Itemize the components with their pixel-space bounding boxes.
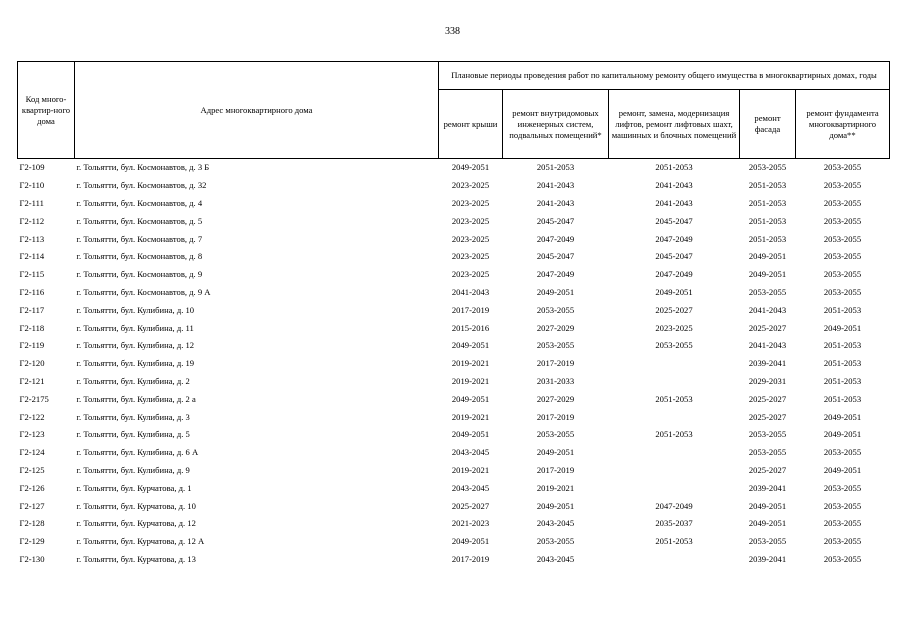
cell-lifts: 2025-2027	[655, 304, 693, 315]
cell-systems: 2043-2045	[536, 553, 575, 564]
cell-roof: 2023-2025	[451, 180, 490, 191]
cell-address: г. Тольятти, бул. Кулибина, д. 12	[76, 340, 195, 351]
table-row	[18, 551, 890, 569]
cell-code: Г2-122	[19, 411, 45, 422]
cell-code: Г2-124	[19, 447, 45, 458]
cell-lifts: 2049-2051	[655, 286, 693, 297]
page-number: 338	[445, 26, 460, 37]
cell-roof: 2041-2043	[451, 286, 490, 297]
cell-code: Г2-117	[19, 304, 45, 315]
cell-lifts: 2023-2025	[655, 322, 693, 333]
cell-foundation: 2053-2055	[823, 518, 862, 529]
cell-facade: 2029-2031	[748, 375, 787, 386]
cell-foundation: 2053-2055	[823, 233, 862, 244]
table-row	[18, 515, 890, 533]
cell-lifts: 2051-2053	[609, 159, 740, 177]
cell-facade: 2039-2041	[748, 482, 787, 493]
cell-code: Г2-113	[19, 233, 45, 244]
cell-code: Г2-111	[19, 197, 44, 208]
cell-facade: 2049-2051	[748, 518, 787, 529]
cell-facade: 2053-2055	[740, 159, 796, 177]
cell-facade: 2025-2027	[748, 322, 787, 333]
cell-code: Г2-127	[19, 500, 45, 511]
cell-roof: 2023-2025	[451, 197, 490, 208]
cell-systems: 2049-2051	[536, 447, 575, 458]
cell-foundation: 2049-2051	[823, 322, 862, 333]
cell-roof: 2043-2045	[451, 447, 490, 458]
cell-facade: 2053-2055	[748, 447, 787, 458]
cell-lifts	[609, 444, 740, 462]
cell-systems: 2041-2043	[536, 197, 575, 208]
cell-facade: 2039-2041	[748, 553, 787, 564]
cell-facade: 2025-2027	[748, 411, 787, 422]
cell-lifts	[609, 373, 740, 391]
cell-lifts: 2035-2037	[655, 518, 693, 529]
table-row	[18, 266, 890, 284]
header-lifts: ремонт, замена, модернизация лифтов, ремонт лифтовых шахт, машинных и блочных помещений	[609, 90, 740, 159]
cell-facade: 2049-2051	[748, 251, 787, 262]
cell-address: г. Тольятти, бул. Курчатова, д. 10	[76, 500, 196, 511]
cell-address: г. Тольятти, бул. Курчатова, д. 12 А	[76, 536, 205, 547]
cell-foundation: 2053-2055	[823, 500, 862, 511]
cell-roof: 2017-2019	[451, 553, 490, 564]
cell-foundation: 2051-2053	[823, 304, 862, 315]
table-row	[18, 373, 890, 391]
cell-foundation: 2053-2055	[823, 180, 862, 191]
cell-systems: 2017-2019	[536, 464, 575, 475]
cell-foundation: 2053-2055	[823, 251, 862, 262]
cell-address: г. Тольятти, бул. Космонавтов, д. 9	[76, 269, 203, 280]
cell-address: г. Тольятти, бул. Кулибина, д. 6 А	[76, 447, 199, 458]
table-body	[18, 159, 890, 569]
cell-address: г. Тольятти, бул. Космонавтов, д. 9 А	[76, 286, 211, 297]
cell-address: г. Тольятти, бул. Кулибина, д. 19	[76, 358, 195, 369]
table-row	[18, 337, 890, 355]
cell-facade: 2041-2043	[748, 340, 787, 351]
cell-foundation: 2051-2053	[823, 358, 862, 369]
table-row	[18, 212, 890, 230]
cell-facade: 2051-2053	[748, 197, 787, 208]
cell-lifts: 2041-2043	[655, 180, 693, 191]
cell-systems: 2051-2053	[503, 159, 609, 177]
cell-systems: 2047-2049	[536, 269, 575, 280]
cell-facade: 2025-2027	[748, 464, 787, 475]
table-row	[18, 301, 890, 319]
table-row	[18, 462, 890, 480]
cell-lifts: 2051-2053	[655, 429, 693, 440]
cell-lifts	[609, 408, 740, 426]
cell-foundation: 2049-2051	[823, 464, 862, 475]
cell-systems: 2019-2021	[536, 482, 575, 493]
header-code: Код много-квартир-ного дома	[18, 62, 75, 159]
cell-lifts: 2047-2049	[655, 269, 693, 280]
cell-code: Г2-109	[18, 159, 75, 177]
cell-systems: 2045-2047	[536, 215, 575, 226]
header-foundation: ремонт фундамента многоквартирного дома**	[796, 90, 890, 159]
cell-systems: 2053-2055	[536, 536, 575, 547]
table-row	[18, 284, 890, 302]
cell-code: Г2-126	[19, 482, 45, 493]
table-row	[18, 177, 890, 195]
cell-facade: 2049-2051	[748, 500, 787, 511]
cell-foundation: 2053-2055	[823, 482, 862, 493]
cell-lifts: 2041-2043	[655, 197, 693, 208]
cell-code: Г2-116	[19, 286, 45, 297]
table-row	[18, 497, 890, 515]
cell-code: Г2-121	[19, 375, 45, 386]
header-periods-group: Плановые периоды проведения работ по капитальному ремонту общего имущества в многоквартирных домах, годы	[439, 62, 890, 90]
table-row	[18, 408, 890, 426]
cell-facade: 2039-2041	[748, 358, 787, 369]
cell-lifts	[609, 462, 740, 480]
table-row	[18, 355, 890, 373]
cell-roof: 2017-2019	[451, 304, 490, 315]
cell-code: Г2-128	[19, 518, 45, 529]
cell-facade: 2049-2051	[748, 269, 787, 280]
cell-roof: 2025-2027	[451, 500, 490, 511]
cell-code: Г2-114	[19, 251, 45, 262]
cell-address: г. Тольятти, бул. Космонавтов, д. 32	[76, 180, 207, 191]
cell-systems: 2017-2019	[536, 411, 575, 422]
cell-code: Г2-129	[19, 536, 45, 547]
cell-facade: 2025-2027	[748, 393, 787, 404]
cell-lifts	[609, 355, 740, 373]
cell-foundation: 2051-2053	[823, 393, 862, 404]
cell-systems: 2053-2055	[536, 429, 575, 440]
cell-roof: 2049-2051	[451, 393, 490, 404]
cell-facade: 2051-2053	[748, 215, 787, 226]
cell-lifts: 2051-2053	[655, 536, 693, 547]
cell-address: г. Тольятти, бул. Кулибина, д. 2	[76, 375, 190, 386]
cell-systems: 2017-2019	[536, 358, 575, 369]
cell-systems: 2027-2029	[536, 393, 575, 404]
cell-foundation: 2053-2055	[823, 286, 862, 297]
cell-code: Г2-2175	[19, 393, 49, 404]
cell-lifts	[609, 551, 740, 569]
cell-roof: 2049-2051	[451, 536, 490, 547]
table-row	[18, 533, 890, 551]
cell-facade: 2051-2053	[748, 233, 787, 244]
cell-roof: 2019-2021	[451, 375, 490, 386]
cell-lifts: 2045-2047	[655, 251, 693, 262]
cell-address: г. Тольятти, бул. Курчатова, д. 1	[76, 482, 192, 493]
cell-address: г. Тольятти, бул. Кулибина, д. 9	[76, 464, 190, 475]
cell-roof: 2021-2023	[451, 518, 490, 529]
cell-lifts: 2053-2055	[655, 340, 693, 351]
cell-foundation: 2053-2055	[823, 269, 862, 280]
cell-lifts	[609, 479, 740, 497]
cell-foundation: 2053-2055	[823, 447, 862, 458]
cell-roof: 2049-2051	[451, 340, 490, 351]
cell-facade: 2053-2055	[748, 429, 787, 440]
cell-address: г. Тольятти, бул. Кулибина, д. 10	[76, 304, 195, 315]
cell-roof: 2023-2025	[451, 215, 490, 226]
cell-foundation: 2053-2055	[823, 215, 862, 226]
header-facade: ремонт фасада	[740, 90, 796, 159]
header-address: Адрес многоквартирного дома	[75, 62, 439, 159]
cell-code: Г2-120	[19, 358, 45, 369]
cell-code: Г2-115	[19, 269, 45, 280]
cell-foundation: 2051-2053	[823, 340, 862, 351]
cell-roof: 2019-2021	[451, 411, 490, 422]
header-roof: ремонт крыши	[439, 90, 503, 159]
cell-systems: 2047-2049	[536, 233, 575, 244]
cell-roof: 2023-2025	[451, 233, 490, 244]
cell-address: г. Тольятти, бул. Кулибина, д. 11	[76, 322, 194, 333]
cell-roof: 2049-2051	[451, 429, 490, 440]
cell-systems: 2049-2051	[536, 500, 575, 511]
capital-repair-table	[17, 61, 890, 568]
cell-facade: 2053-2055	[748, 536, 787, 547]
cell-address: г. Тольятти, бул. Кулибина, д. 3	[76, 411, 190, 422]
cell-systems: 2031-2033	[536, 375, 575, 386]
table-row	[18, 230, 890, 248]
cell-address: г. Тольятти, бул. Космонавтов, д. 8	[76, 251, 203, 262]
cell-address: г. Тольятти, бул. Курчатова, д. 13	[76, 553, 196, 564]
cell-code: Г2-118	[19, 322, 45, 333]
cell-roof: 2043-2045	[451, 482, 490, 493]
cell-roof: 2023-2025	[451, 269, 490, 280]
cell-foundation: 2053-2055	[823, 536, 862, 547]
cell-address: г. Тольятти, бул. Космонавтов, д. 4	[76, 197, 203, 208]
cell-code: Г2-130	[19, 553, 45, 564]
cell-foundation: 2049-2051	[823, 411, 862, 422]
cell-systems: 2041-2043	[536, 180, 575, 191]
table-row	[18, 248, 890, 266]
table-row	[18, 479, 890, 497]
cell-roof: 2049-2051	[439, 159, 503, 177]
cell-code: Г2-119	[19, 340, 45, 351]
table-row	[18, 159, 890, 177]
table-row	[18, 319, 890, 337]
cell-address: г. Тольятти, бул. Космонавтов, д. 3 Б	[75, 159, 439, 177]
cell-foundation: 2051-2053	[823, 375, 862, 386]
table-row	[18, 444, 890, 462]
cell-foundation: 2049-2051	[823, 429, 862, 440]
table-row	[18, 390, 890, 408]
cell-systems: 2053-2055	[536, 304, 575, 315]
table-row	[18, 195, 890, 213]
cell-address: г. Тольятти, бул. Кулибина, д. 2 а	[76, 393, 196, 404]
cell-lifts: 2047-2049	[655, 500, 693, 511]
cell-code: Г2-112	[19, 215, 45, 226]
cell-systems: 2043-2045	[536, 518, 575, 529]
cell-foundation: 2053-2055	[823, 197, 862, 208]
header-systems: ремонт внутридомовых инженерных систем, подвальных помещений*	[503, 90, 609, 159]
cell-foundation: 2053-2055	[796, 159, 890, 177]
cell-roof: 2019-2021	[451, 358, 490, 369]
cell-code: Г2-110	[19, 180, 45, 191]
cell-systems: 2045-2047	[536, 251, 575, 262]
cell-lifts: 2051-2053	[655, 393, 693, 404]
cell-address: г. Тольятти, бул. Космонавтов, д. 5	[76, 215, 203, 226]
cell-systems: 2027-2029	[536, 322, 575, 333]
cell-lifts: 2045-2047	[655, 215, 693, 226]
cell-systems: 2053-2055	[536, 340, 575, 351]
cell-facade: 2041-2043	[748, 304, 787, 315]
cell-facade: 2051-2053	[748, 180, 787, 191]
cell-address: г. Тольятти, бул. Курчатова, д. 12	[76, 518, 196, 529]
cell-lifts: 2047-2049	[655, 233, 693, 244]
cell-foundation: 2053-2055	[823, 553, 862, 564]
cell-roof: 2015-2016	[451, 322, 490, 333]
cell-code: Г2-123	[19, 429, 45, 440]
cell-facade: 2053-2055	[748, 286, 787, 297]
cell-code: Г2-125	[19, 464, 45, 475]
cell-roof: 2023-2025	[451, 251, 490, 262]
cell-systems: 2049-2051	[536, 286, 575, 297]
cell-address: г. Тольятти, бул. Космонавтов, д. 7	[76, 233, 203, 244]
table-row	[18, 426, 890, 444]
cell-roof: 2019-2021	[451, 464, 490, 475]
cell-address: г. Тольятти, бул. Кулибина, д. 5	[76, 429, 190, 440]
